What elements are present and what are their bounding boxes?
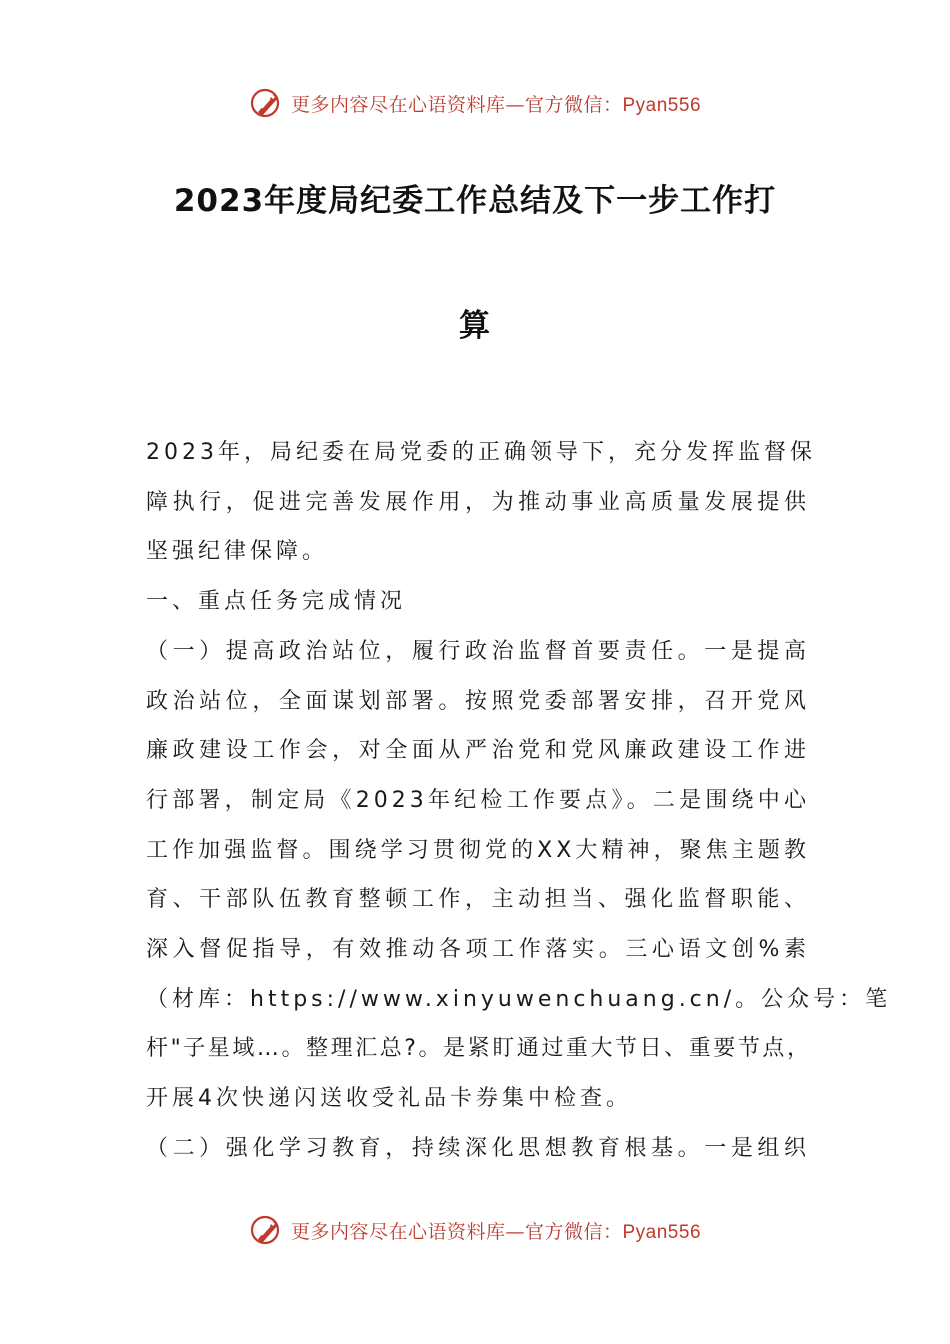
body-line: （二）强化学习教育，持续深化思想教育根基。一是组织 <box>146 1135 810 1161</box>
body-line: 深入督促指导，有效推动各项工作落实。三心语文创%素 <box>146 937 810 963</box>
body-line: 开展4次快递闪送收受礼品卡券集中检查。 <box>146 1086 632 1112</box>
body-line: 2023年，局纪委在局党委的正确领导下，充分发挥监督保 <box>146 440 816 465</box>
body-line: （材库：https://www.xinyuwenchuang.cn/。公众号：笔 <box>146 986 892 1012</box>
pen-nib-logo-icon <box>249 85 285 121</box>
footer-banner-dash: — <box>505 1220 525 1243</box>
header-wechat-label: 官方微信： <box>524 93 623 116</box>
header-banner-text <box>291 90 701 117</box>
footer-wechat-label: 官方微信： <box>524 1220 623 1243</box>
footer-banner-text <box>291 1217 701 1244</box>
body-line: 行部署，制定局《2023年纪检工作要点》。二是围绕中心 <box>146 787 810 813</box>
body-line: 坚强纪律保障。 <box>146 539 329 565</box>
body-line: （一）提高政治站位，履行政治监督首要责任。一是提高 <box>146 638 810 664</box>
document-title-line-2: 算 <box>459 308 491 344</box>
header-wechat-id: Pyan556 <box>622 94 702 116</box>
body-line: 育、干部队伍教育整顿工作，主动担当、强化监督职能、 <box>146 887 810 913</box>
footer-banner-slogan: 更多内容尽在心语资料库 <box>290 1220 506 1243</box>
body-line: 廉政建设工作会，对全面从严治党和党风廉政建设工作进 <box>146 738 810 764</box>
header-banner <box>0 83 950 123</box>
section-heading: 一、重点任务完成情况 <box>146 589 407 615</box>
body-line: 障执行，促进完善发展作用，为推动事业高质量发展提供 <box>146 489 810 515</box>
body-line: 杆"子星域…。整理汇总?。是紧盯通过重大节日、重要节点， <box>146 1036 810 1062</box>
header-banner-slogan: 更多内容尽在心语资料库 <box>290 93 506 116</box>
body-line: 政治站位，全面谋划部署。按照党委部署安排，召开党风 <box>146 688 810 714</box>
body-line: 工作加强监督。围绕学习贯彻党的XX大精神，聚焦主题教 <box>146 837 810 863</box>
footer-banner <box>0 1210 950 1250</box>
document-body <box>146 428 892 1174</box>
pen-nib-logo-icon <box>249 1212 285 1248</box>
footer-wechat-id: Pyan556 <box>622 1221 702 1243</box>
header-banner-dash: — <box>505 93 525 116</box>
document-title-line-1: 2023年度局纪委工作总结及下一步工作打 <box>173 183 777 219</box>
